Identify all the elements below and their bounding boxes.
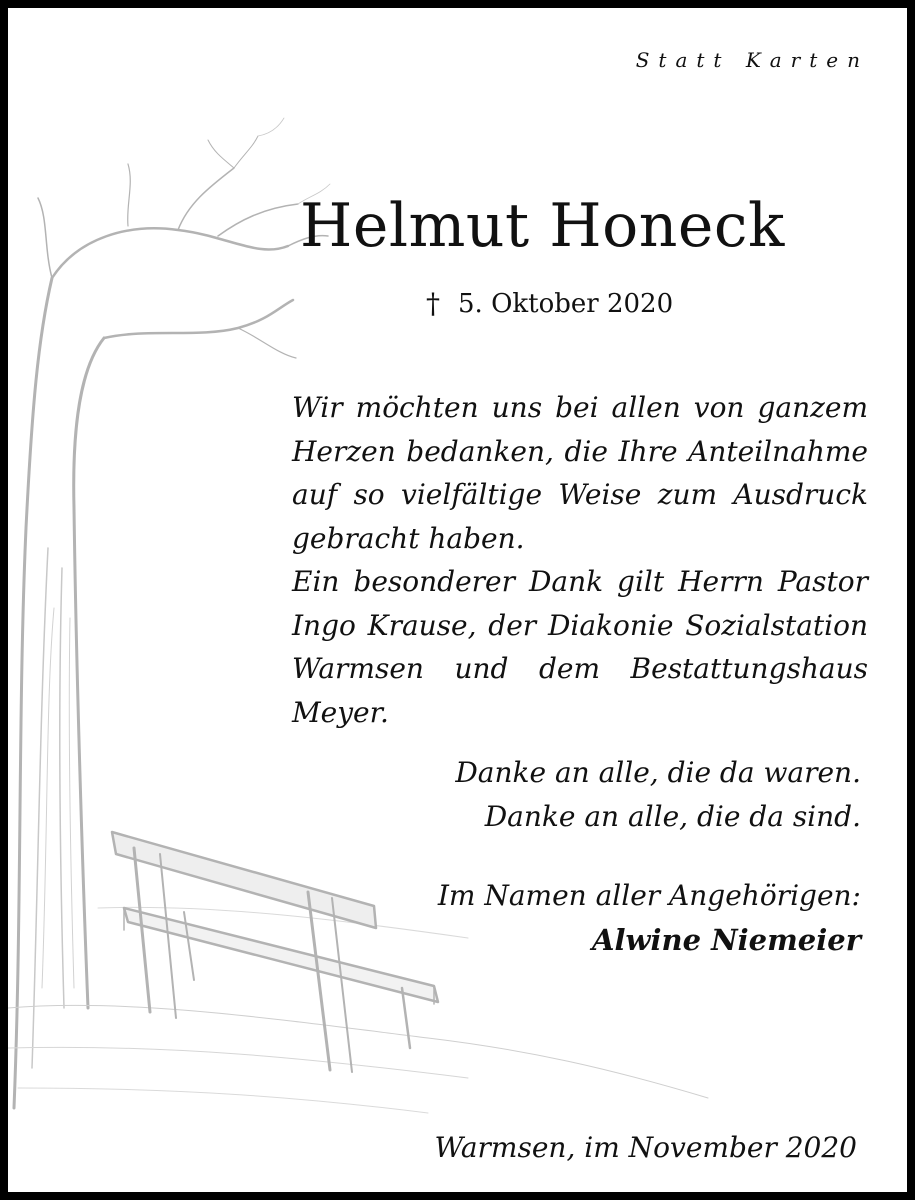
cross-icon: † — [426, 287, 440, 320]
death-date: 5. Oktober 2020 — [458, 288, 674, 319]
thanks-line: Danke an alle, die da waren. — [455, 756, 861, 789]
deceased-name: Helmut Honeck — [300, 191, 785, 261]
place-date: Warmsen, im November 2020 — [434, 1131, 857, 1164]
thanks-line: Danke an alle, die da sind. — [484, 800, 861, 833]
message-paragraph: Ein besonderer Dank gilt Herrn Pastor Ingo Krause, der Diakonie Sozialstation Warmsen und dem Bestattungshaus Meyer. — [292, 565, 868, 729]
header-note: Statt Karten — [635, 48, 869, 72]
death-date-line — [426, 287, 673, 320]
thanks-lines — [455, 751, 861, 839]
family-signature — [438, 874, 861, 962]
on-behalf-text: Im Namen aller Angehörigen: — [437, 879, 861, 912]
signer-name: Alwine Niemeier — [592, 923, 861, 957]
message-paragraph: Wir möchten uns bei allen von ganzem Herzen bedanken, die Ihre Anteilnahme auf so vielfältige Weise zum Ausdruck gebracht haben. — [292, 391, 868, 555]
thank-you-message — [292, 386, 868, 734]
